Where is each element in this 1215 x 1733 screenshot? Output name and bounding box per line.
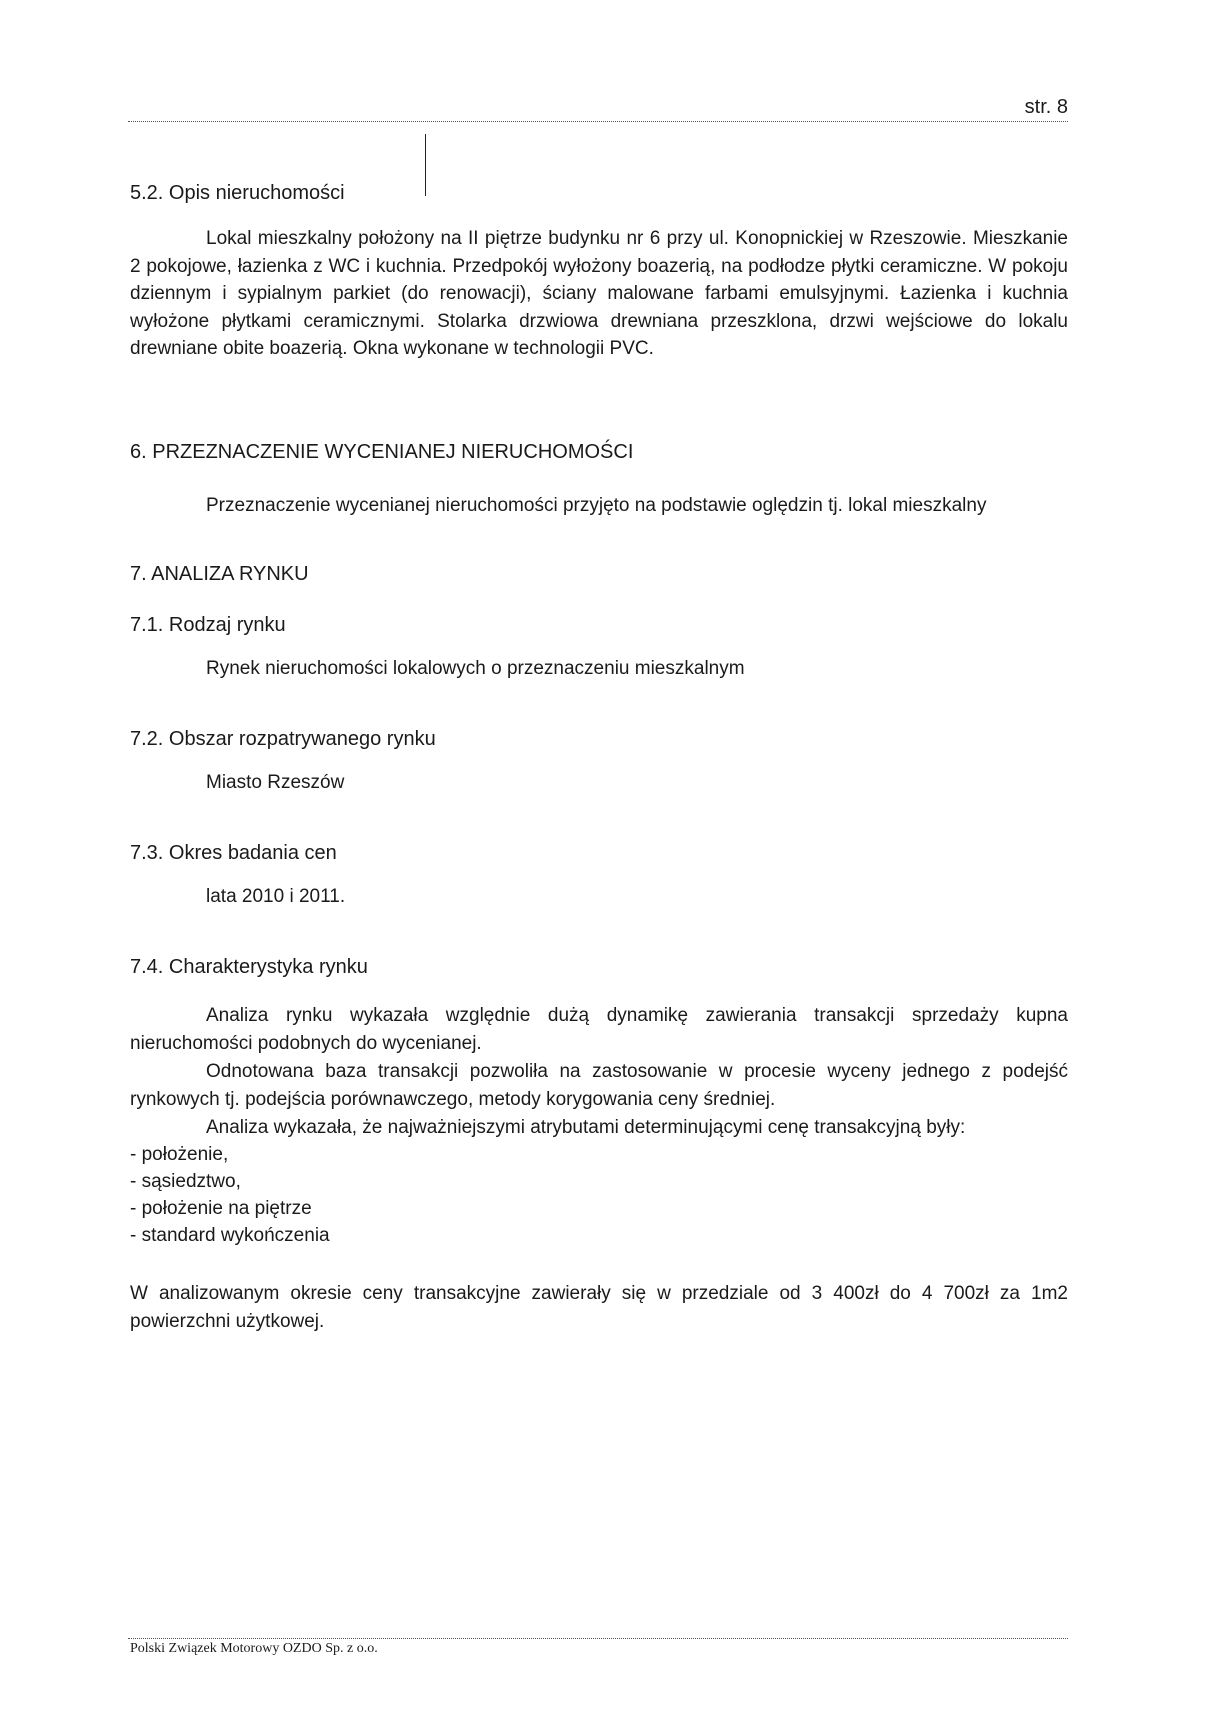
section-7-2-heading: 7.2. Obszar rozpatrywanego rynku	[130, 728, 436, 750]
section-7-3-heading: 7.3. Okres badania cen	[130, 842, 337, 864]
section-7-4-paragraph-1: Analiza rynku wykazała względnie dużą dynamikę zawierania transakcji sprzedaży kupna nieruchomości podobnych do wycenianej.	[130, 1005, 1068, 1054]
section-7-heading: 7. ANALIZA RYNKU	[130, 563, 309, 585]
footer-company: Polski Związek Motorowy OZDO Sp. z o.o.	[130, 1641, 378, 1656]
page-number: str. 8	[1024, 96, 1068, 118]
list-item: - sąsiedztwo,	[130, 1171, 241, 1192]
attributes-list	[130, 1141, 330, 1249]
list-item: - położenie,	[130, 1144, 229, 1165]
vertical-mark	[425, 134, 426, 196]
section-7-4-paragraph-3: Analiza wykazała, że najważniejszymi atrybutami determinującymi cenę transakcyjną były:	[206, 1117, 966, 1138]
section-7-4-heading: 7.4. Charakterystyka rynku	[130, 956, 368, 978]
section-5-2-text: Lokal mieszkalny położony na II piętrze budynku nr 6 przy ul. Konopnickiej w Rzeszowie. Mieszkanie 2 pokojowe, łazienka z WC i kuchnia. Przedpokój wyłożony boazerią, na podłodze płytki ceramiczne. W pokoju dziennym i sypialnym parkiet (do renowacji), ściany malowane farbami emulsyjnymi. Łazienka i kuchnia wyłożone płytkami ceramicznymi. Stolarka drzwiowa drewniana przeszklona, drzwi wejściowe do lokalu drewniane obite boazerią. Okna wykonane w technologii PVC.	[130, 228, 1068, 359]
section-7-4-summary: W analizowanym okresie ceny transakcyjne zawierały się w przedziale od 3 400zł do 4 700zł za 1m2 powierzchni użytkowej.	[130, 1283, 1068, 1332]
list-item: - położenie na piętrze	[130, 1198, 312, 1219]
section-7-1-text: Rynek nieruchomości lokalowych o przeznaczeniu mieszkalnym	[206, 658, 745, 679]
section-6-heading: 6. PRZEZNACZENIE WYCENIANEJ NIERUCHOMOŚCI	[130, 441, 634, 463]
section-5-2-heading: 5.2. Opis nieruchomości	[130, 182, 345, 204]
section-7-2-text: Miasto Rzeszów	[206, 772, 345, 793]
section-7-4-paragraph-2: Odnotowana baza transakcji pozwoliła na zastosowanie w procesie wyceny jednego z podejść rynkowych tj. podejścia porównawczego, metody korygowania ceny średniej.	[130, 1061, 1068, 1110]
footer-rule	[128, 1638, 1068, 1639]
list-item: - standard wykończenia	[130, 1225, 330, 1246]
section-7-3-text: lata 2010 i 2011.	[206, 886, 346, 907]
section-7-1-heading: 7.1. Rodzaj rynku	[130, 614, 286, 636]
section-6-text: Przeznaczenie wycenianej nieruchomości przyjęto na podstawie oględzin tj. lokal mieszkalny	[206, 495, 987, 516]
header-rule	[128, 121, 1068, 122]
